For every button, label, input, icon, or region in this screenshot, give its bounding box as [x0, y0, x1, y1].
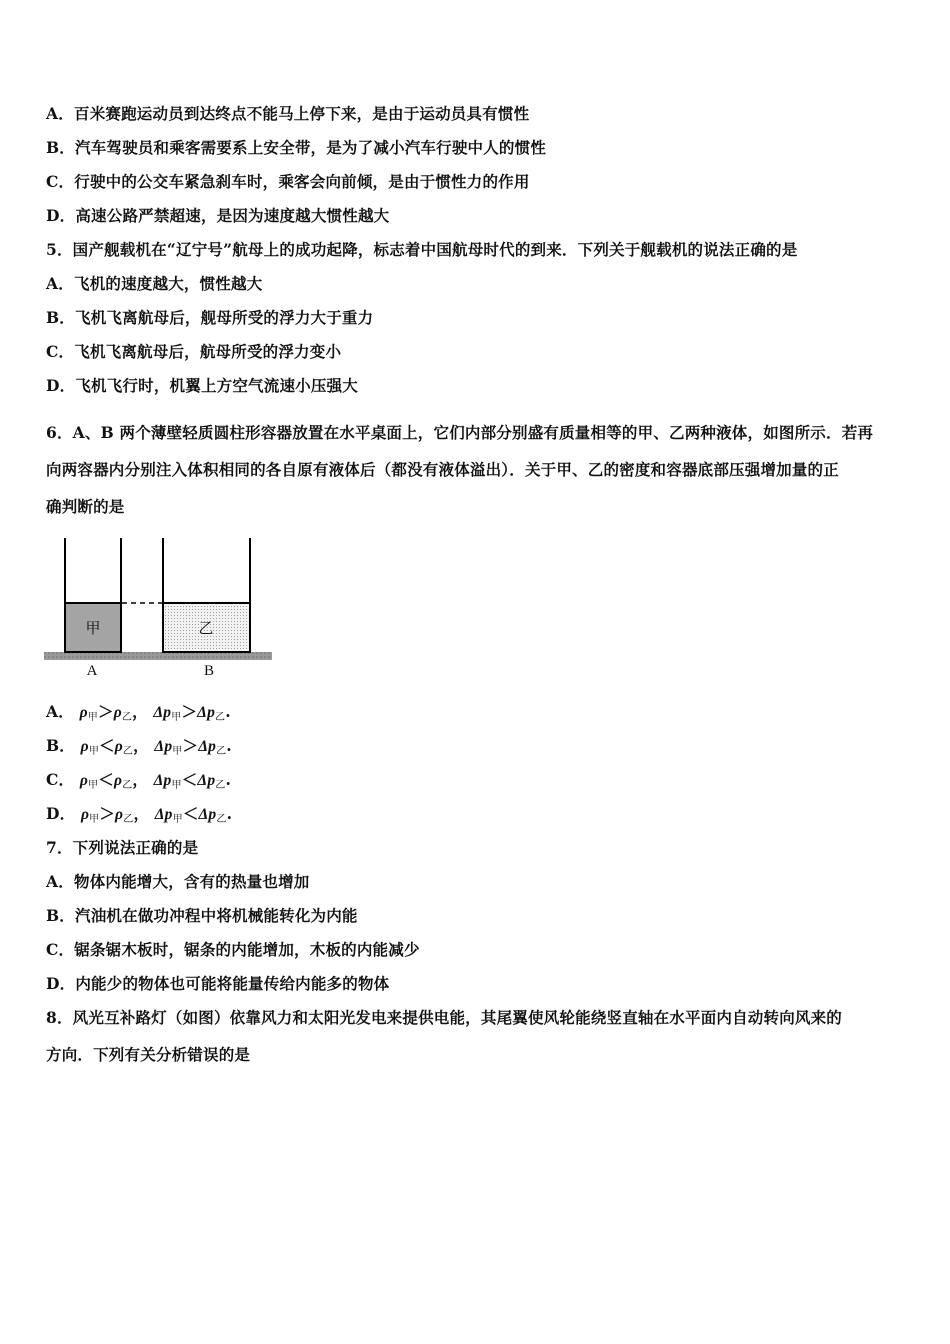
relation-2: ＞: [182, 736, 199, 755]
q4-option-d: [46, 204, 389, 226]
option-label: A．: [46, 702, 74, 721]
q6-option-a: A． $\rho_甲>\rho_乙$， $\Delta p_甲>\Delta p_乙$.: [46, 702, 231, 723]
relation-1: ＜: [99, 736, 115, 755]
tabletop-ground: [44, 652, 272, 660]
subscript-jia: 甲: [87, 712, 98, 723]
subscript-yi: 乙: [215, 780, 226, 791]
q6-stem-line-3: 确判断的是: [46, 497, 125, 516]
delta-p-symbol: Δp: [197, 772, 216, 789]
option-text: 飞机飞离航母后，舰母所受的浮力大于重力: [75, 308, 374, 327]
subscript-yi: 乙: [123, 814, 134, 825]
option-label: A．: [46, 104, 74, 123]
option-label: C．: [46, 342, 75, 361]
rho-symbol: ρ: [113, 704, 122, 721]
option-label: B．: [46, 736, 76, 755]
q6-option-d: D． $\rho_甲>\rho_乙$， $\Delta p_甲<\Delta p_乙$.: [46, 804, 233, 825]
option-text: 高速公路严禁超速，是因为速度越大惯性越大: [75, 206, 390, 225]
subscript-yi: 乙: [122, 780, 133, 791]
option-text: 飞机飞行时，机翼上方空气流速小压强大: [75, 376, 358, 395]
delta-p-symbol: Δp: [198, 738, 217, 755]
liquid-jia-label: 甲: [85, 619, 101, 637]
subscript-yi: 乙: [122, 746, 134, 757]
option-label: A．: [46, 274, 74, 293]
q4-option-a: [46, 102, 529, 124]
relation-1: ＞: [99, 804, 116, 823]
q6-option-b: B． $\rho_甲<\rho_乙$， $\Delta p_甲>\Delta p_乙$.: [46, 736, 232, 757]
relation-2: ＞: [181, 702, 198, 721]
q6-stem-line-2: 向两容器内分别注入体积相同的各自原有液体后（都没有液体溢出）．关于甲、乙的密度和容器底部压强增加量的正: [46, 460, 839, 479]
option-label: B．: [46, 138, 76, 157]
subscript-yi: 乙: [216, 746, 227, 757]
subscript-yi: 乙: [121, 712, 133, 723]
option-text: 百米赛跑运动员到达终点不能马上停下来，是由于运动员具有惯性: [74, 104, 530, 123]
option-text: 内能少的物体也可能将能量传给内能多的物体: [75, 974, 390, 993]
q5-option-b: [46, 306, 373, 328]
rho-symbol: ρ: [79, 704, 88, 721]
subscript-jia: 甲: [172, 746, 183, 757]
option-text: 锯条锯木板时，锯条的内能增加，木板的内能减少: [74, 940, 420, 959]
q6-figure: [44, 536, 276, 678]
option-label: D．: [46, 974, 76, 993]
subscript-jia: 甲: [88, 746, 100, 757]
delta-p-symbol: Δp: [153, 772, 172, 789]
relation-1: ＞: [98, 702, 114, 721]
option-text: 飞机飞离航母后，航母所受的浮力变小: [74, 342, 342, 361]
delta-p-symbol: Δp: [154, 806, 173, 823]
rho-symbol: ρ: [80, 806, 90, 823]
relation-1: ＜: [98, 770, 114, 789]
option-label: D．: [46, 376, 76, 395]
option-text: 汽车驾驶员和乘客需要系上安全带，是为了减小汽车行驶中人的惯性: [75, 138, 547, 157]
q5-option-c: [46, 340, 341, 362]
q7-option-a: [46, 870, 310, 892]
rho-symbol: ρ: [114, 738, 123, 755]
subscript-jia: 甲: [89, 814, 100, 825]
subscript-jia: 甲: [172, 814, 183, 825]
q8-stem-line-2: 方向．下列有关分析错误的是: [46, 1045, 251, 1064]
q6-option-c: C． $\rho_甲<\rho_乙$， $\Delta p_甲<\Delta p_乙$.: [46, 770, 232, 791]
rho-symbol: ρ: [79, 772, 89, 789]
subscript-jia: 甲: [88, 780, 99, 791]
option-label: D．: [46, 804, 76, 823]
delta-p-symbol: Δp: [153, 704, 172, 721]
option-text: 汽油机在做功冲程中将机械能转化为内能: [75, 906, 358, 925]
option-label: D．: [46, 206, 76, 225]
relation-2: ＜: [181, 770, 198, 789]
q7-option-b: [46, 904, 358, 926]
option-label: C．: [46, 172, 75, 191]
rho-symbol: ρ: [115, 806, 124, 823]
delta-p-symbol: Δp: [154, 738, 173, 755]
delta-p-symbol: Δp: [197, 704, 216, 721]
q5-option-d: [46, 374, 358, 396]
rho-symbol: ρ: [113, 772, 123, 789]
q6-stem-line-1: 6．A、B 两个薄壁轻质圆柱形容器放置在水平桌面上，它们内部分别盛有质量相等的甲、乙两种液体，如图所示．若再: [46, 423, 874, 442]
option-label: A．: [46, 872, 74, 891]
q4-option-c: [46, 170, 530, 192]
option-label: B．: [46, 906, 76, 925]
container-b-label: B: [203, 663, 215, 678]
container-a-label: A: [86, 663, 98, 678]
subscript-yi: 乙: [215, 712, 226, 723]
delta-p-symbol: Δp: [198, 806, 217, 823]
subscript-jia: 甲: [171, 712, 182, 723]
q8-stem-line-1: 8．风光互补路灯（如图）依靠风力和太阳光发电来提供电能，其尾翼使风轮能绕竖直轴在水平面内自动转向风来的: [46, 1008, 842, 1027]
option-label: B．: [46, 308, 76, 327]
option-label: C．: [46, 770, 75, 789]
subscript-yi: 乙: [216, 814, 227, 825]
option-text: 飞机的速度越大，惯性越大: [74, 274, 263, 293]
option-text: 物体内能增大，含有的热量也增加: [74, 872, 310, 891]
q7-option-d: [46, 972, 389, 994]
q7-option-c: [46, 938, 420, 960]
q7-stem: 7．下列说法正确的是: [46, 838, 199, 857]
relation-2: ＜: [182, 804, 199, 823]
subscript-jia: 甲: [171, 780, 182, 791]
option-label: C．: [46, 940, 75, 959]
containers-diagram: [44, 536, 276, 678]
q5-option-a: [46, 272, 262, 294]
rho-symbol: ρ: [80, 738, 89, 755]
option-text: 行驶中的公交车紧急刹车时，乘客会向前倾，是由于惯性力的作用: [74, 172, 530, 191]
liquid-yi-label: 乙: [198, 619, 214, 637]
q4-option-b: [46, 136, 546, 158]
q5-stem: 5．国产舰载机在“辽宁号”航母上的成功起降，标志着中国航母时代的到来．下列关于舰载机的说法正确的是: [46, 240, 798, 259]
